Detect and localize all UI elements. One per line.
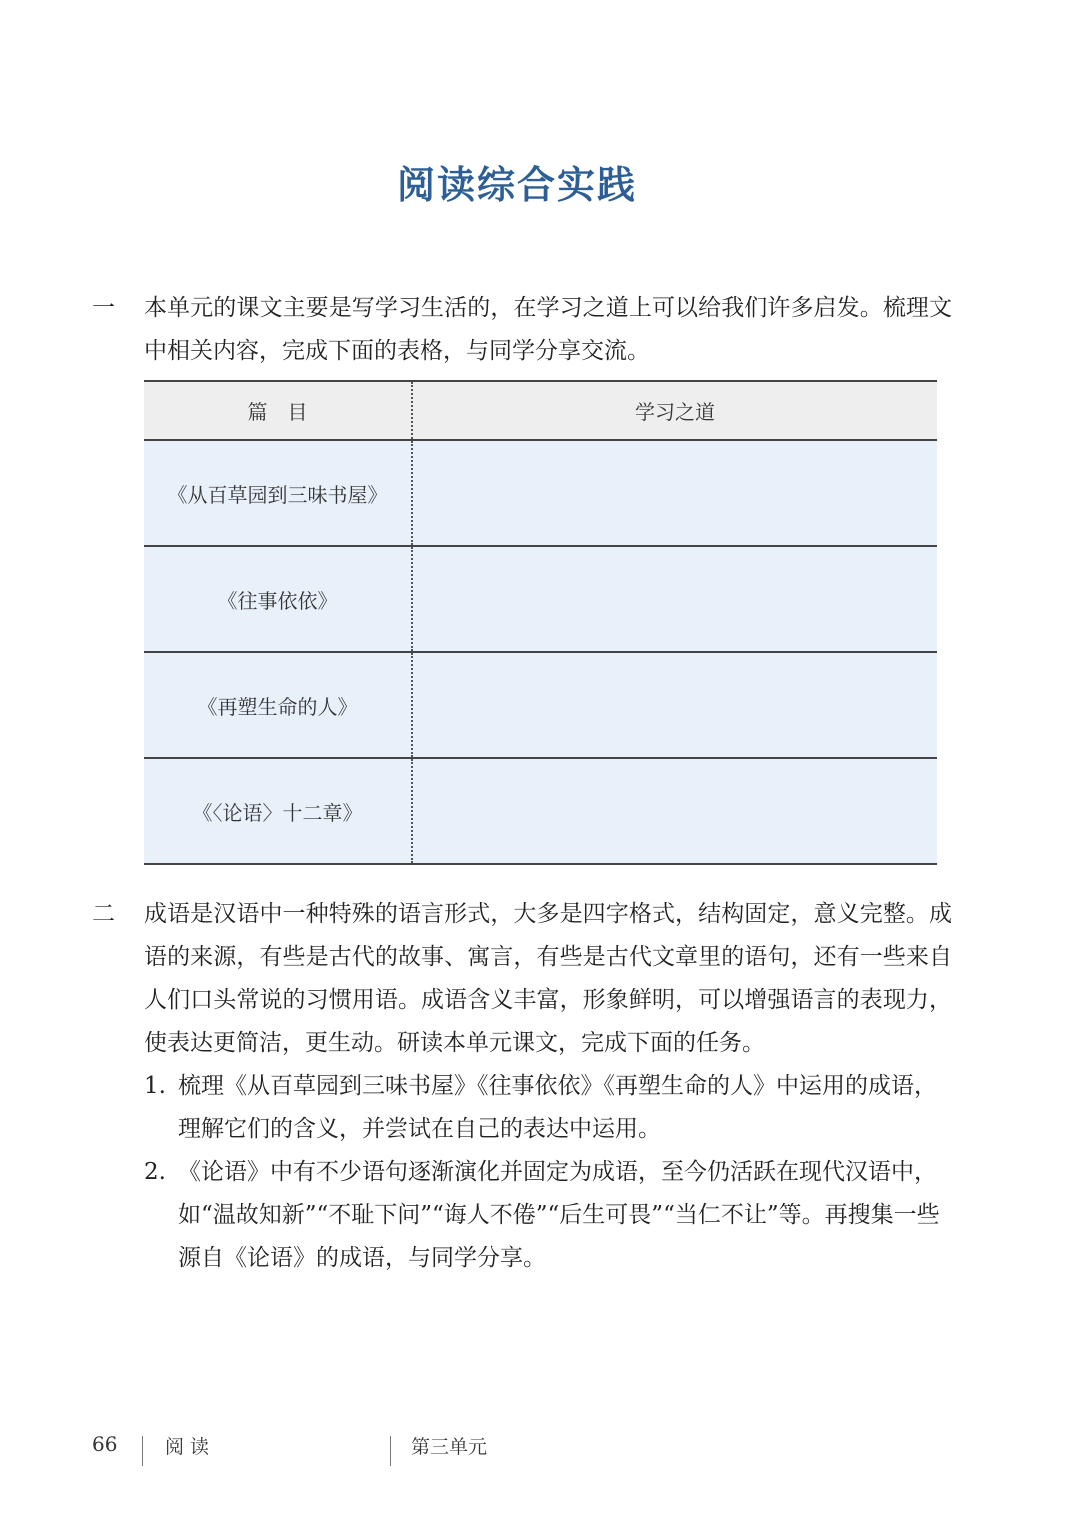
section-number: 二 [92,901,115,927]
footer-divider [390,1436,391,1466]
section-one [92,287,952,373]
table-header-method: 学习之道 [412,381,937,440]
section-text: 成语是汉语中一种特殊的语言形式，大多是四字格式，结构固定，意义完整。成语的来源，有些是古代的故事、寓言，有些是古代文章里的语句，还有一些来自人们口头常说的习惯用语。成语含义丰富，形象鲜明，可以增强语言的表现力，使表达更简洁，更生动。研读本单元课文，完成下面的任务。 [144,901,952,1056]
table-row [144,652,937,758]
section-two [92,893,952,1280]
task-item [144,1151,952,1280]
footer-section: 阅读 [165,1436,216,1458]
section-number: 一 [92,295,115,321]
task-text: 《论语》中有不少语句逐渐演化并固定为成语，至今仍活跃在现代汉语中，如“温故知新”“不耻下问”“诲人不倦”“后生可畏”“当仁不让”等。再搜集一些源自《论语》的成语，与同学分享。 [178,1159,940,1271]
footer-unit: 第三单元 [411,1436,488,1458]
table-cell-answer[interactable] [412,440,937,546]
table-cell-title: 《往事依依》 [144,546,412,652]
study-table [144,380,937,865]
footer-divider [142,1436,143,1466]
table-row [144,440,937,546]
table-cell-answer[interactable] [412,546,937,652]
task-text: 梳理《从百草园到三味书屋》《往事依依》《再塑生命的人》中运用的成语，理解它们的含义，并尝试在自己的表达中运用。 [178,1073,937,1142]
table-cell-title: 《从百草园到三味书屋》 [144,440,412,546]
table-cell-answer[interactable] [412,758,937,864]
task-number: 2. [144,1159,166,1185]
task-number: 1. [144,1073,166,1099]
table-row [144,758,937,864]
section-text: 本单元的课文主要是写学习生活的，在学习之道上可以给我们许多启发。梳理文中相关内容，完成下面的表格，与同学分享交流。 [144,295,952,364]
page-title: 阅读综合实践 [396,162,637,207]
table-row [144,546,937,652]
table-cell-title: 《再塑生命的人》 [144,652,412,758]
table-cell-title: 《〈论语〉十二章》 [144,758,412,864]
table-header-title: 篇 目 [144,381,412,440]
task-item [144,1065,952,1151]
page-number: 66 [92,1432,118,1456]
table-cell-answer[interactable] [412,652,937,758]
